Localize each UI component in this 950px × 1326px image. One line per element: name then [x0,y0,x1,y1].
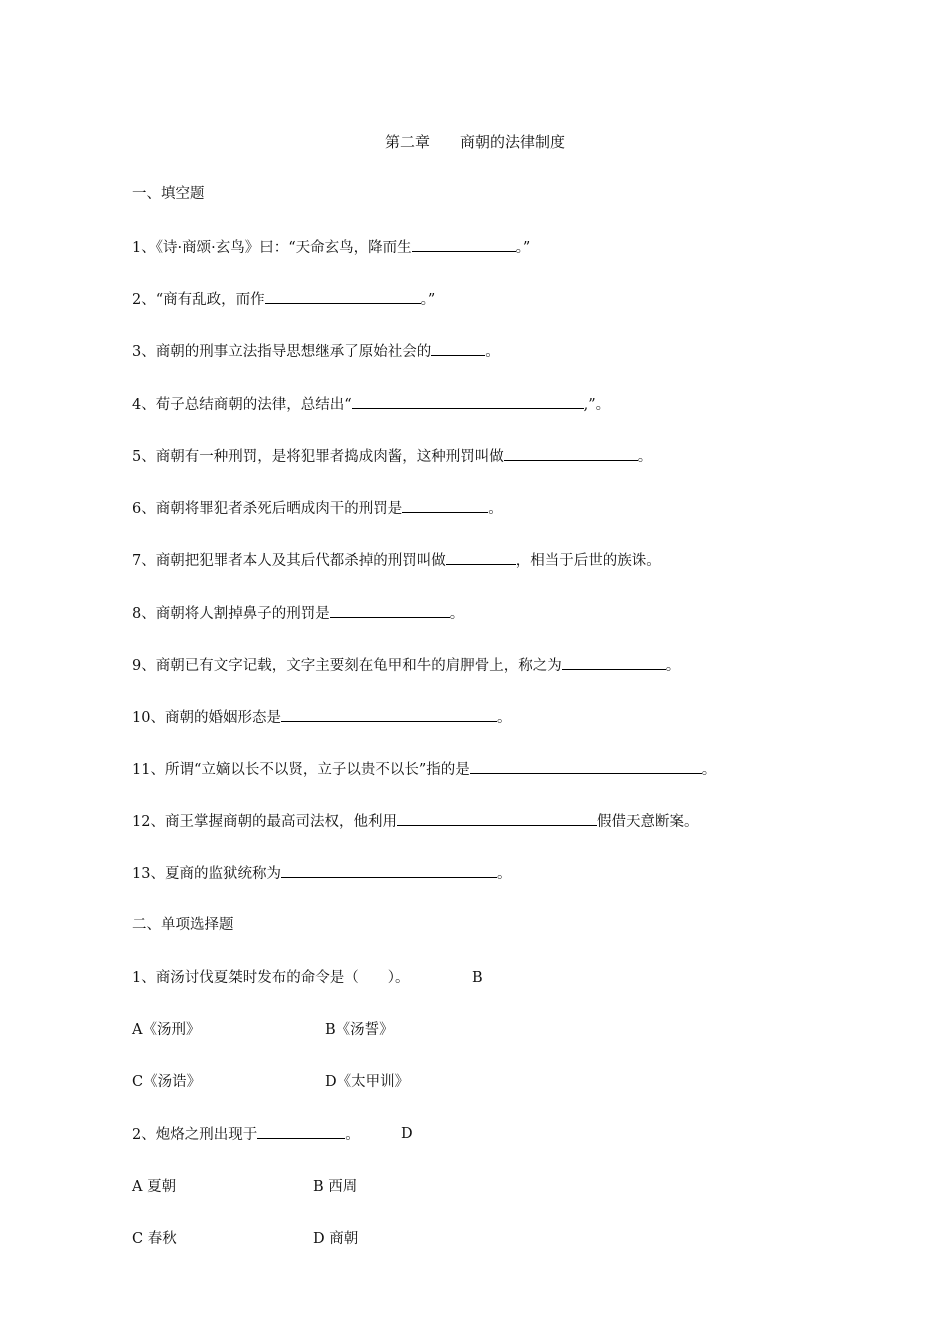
item-suffix: 。 [345,1127,360,1143]
choice-question-2-option-c[interactable]: C 春秋 [132,1231,177,1247]
item-suffix: 假借天意断案。 [596,814,699,830]
fill-blank-item-13 [132,863,511,883]
fill-blank-item-11 [132,759,716,779]
fill-blank-item-7 [132,550,661,570]
item-suffix: 。 [496,866,512,882]
item-text: 3、商朝的刑事立法指导思想继承了原始社会的 [132,344,432,360]
item-text: 10、商朝的婚姻形态是 [132,710,281,726]
item-suffix: 。” [515,240,531,256]
page-title: 第二章 商朝的法律制度 [384,133,565,151]
item-text: 8、商朝将人割掉鼻子的刑罚是 [132,606,330,622]
item-suffix: 。” [420,292,436,308]
item-text: 2、“商有乱政，而作 [132,292,265,308]
section-heading-fill-blank: 一、填空题 [132,186,205,202]
item-text: 1、《诗·商颂·玄鸟》曰：“天命玄鸟，降而生 [132,240,412,256]
answer-blank[interactable] [257,1124,345,1139]
choice-question-1-option-d[interactable]: D《太甲训》 [325,1074,410,1090]
answer-blank[interactable] [281,863,497,878]
choice-question-1-option-b[interactable]: B《汤誓》 [325,1022,394,1038]
answer-blank[interactable] [470,759,702,774]
item-suffix: 。 [449,606,465,622]
choice-question-1-answer: B [472,970,483,986]
fill-blank-item-6 [132,498,503,518]
item-text: 11、所谓“立嫡以长不以贤，立子以贵不以长”指的是 [132,762,470,778]
fill-blank-item-2 [132,289,435,309]
item-suffix: 。 [496,710,512,726]
answer-blank[interactable] [412,237,516,252]
choice-question-2-option-a[interactable]: A 夏朝 [132,1179,177,1195]
item-text: 13、夏商的监狱统称为 [132,866,281,882]
item-text: 4、荀子总结商朝的法律，总结出“ [132,397,352,413]
item-suffix: 。 [701,762,717,778]
item-text: 7、商朝把犯罪者本人及其后代都杀掉的刑罚叫做 [132,553,446,569]
fill-blank-item-4 [132,394,610,414]
answer-blank[interactable] [446,550,516,565]
item-suffix: 。 [665,658,681,674]
choice-question-2-option-d[interactable]: D 商朝 [313,1231,359,1247]
choice-question-2-option-b[interactable]: B 西周 [313,1179,358,1195]
fill-blank-item-3 [132,341,500,361]
item-text: 9、商朝已有文字记载，文字主要刻在龟甲和牛的肩胛骨上，称之为 [132,658,562,674]
item-text: 6、商朝将罪犯者杀死后晒成肉干的刑罚是 [132,501,403,517]
answer-blank[interactable] [562,655,666,670]
item-suffix: 。 [488,501,503,517]
answer-blank[interactable] [265,289,421,304]
section-heading-single-choice: 二、单项选择题 [132,917,234,933]
fill-blank-item-8 [132,603,464,623]
item-suffix: ,”。 [583,397,611,413]
choice-question-1-option-a[interactable]: A《汤刑》 [132,1022,201,1038]
item-suffix: 。 [637,449,653,465]
answer-blank[interactable] [330,603,450,618]
choice-question-2-stem [132,1124,360,1144]
item-text: 12、商王掌握商朝的最高司法权，他利用 [132,814,397,830]
fill-blank-item-10 [132,707,511,727]
answer-blank[interactable] [281,707,497,722]
answer-blank[interactable] [352,394,584,409]
choice-question-1-option-c[interactable]: C《汤诰》 [132,1074,202,1090]
choice-question-2-answer: D [401,1126,413,1142]
answer-blank[interactable] [431,341,485,356]
item-suffix: 。 [485,344,500,360]
item-text: 5、商朝有一种刑罚，是将犯罪者捣成肉酱，这种刑罚叫做 [132,449,504,465]
answer-blank[interactable] [504,446,638,461]
fill-blank-item-5 [132,446,652,466]
fill-blank-item-9 [132,655,680,675]
item-suffix: ，相当于后世的族诛。 [515,553,661,569]
fill-blank-item-1 [132,237,530,257]
item-text: 2、炮烙之刑出现于 [132,1127,258,1143]
answer-blank[interactable] [402,498,488,513]
fill-blank-item-12 [132,811,698,831]
answer-blank[interactable] [397,811,597,826]
choice-question-1-stem: 1、商汤讨伐夏桀时发布的命令是（ ）。 [132,970,410,986]
